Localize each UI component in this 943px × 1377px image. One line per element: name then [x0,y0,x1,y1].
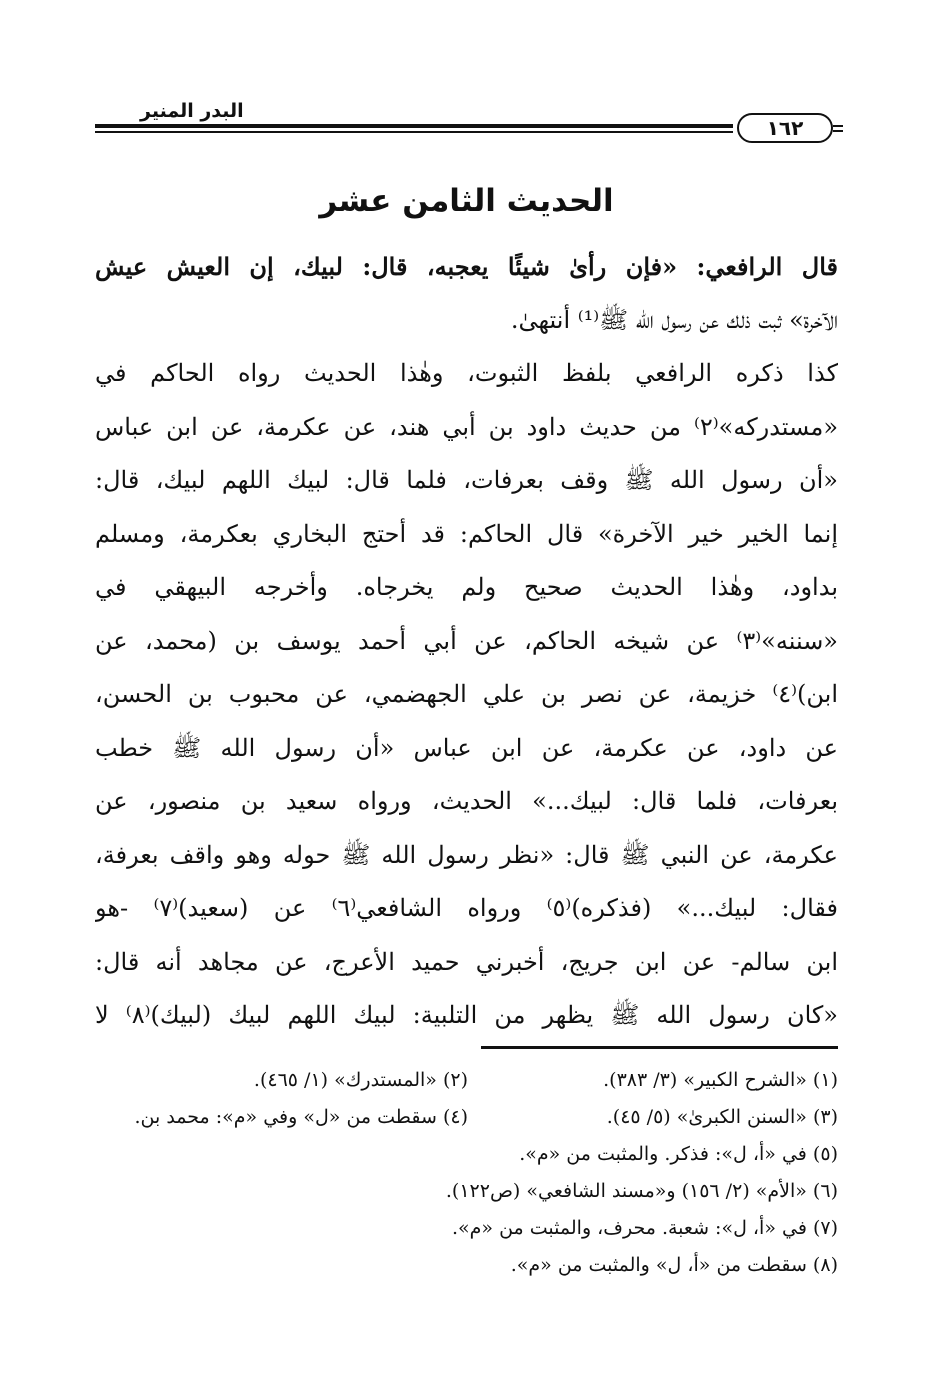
body-line: عن داود، عن عكرمة، عن ابن عباس «أن رسول الله ﷺ خطب [95,733,838,762]
footnote: (٦) «الأم» (٢/ ١٥٦) و«مسند الشافعي» (ص١٢٢). [445,1180,838,1202]
body-line: كذا ذكره الرافعي بلفظ الثبوت، وهٰذا الحديث رواه الحاكم في [95,359,838,387]
footnote: (٣) «السنن الكبرىٰ» (٥/ ٤٥). [606,1106,838,1128]
footnote-row [95,1247,838,1284]
footnote-row [95,1099,838,1136]
body-line: «مستدركه»⁽٢⁾ من حديث داود بن أبي هند، عن عكرمة، عن ابن عباس [95,412,838,441]
body-line: «سننه»⁽٣⁾ عن شيخه الحاكم، عن أبي أحمد يوسف بن (محمد، عن [95,626,838,655]
body-line: عكرمة، عن النبي ﷺ قال: «نظر رسول الله ﷺ حوله وهو واقف بعرفة، [95,840,838,869]
footnote-row [95,1136,838,1173]
header-rule [95,124,733,133]
body-line: ابن)⁽٤⁾ خزيمة، عن نصر بن علي الجهضمي، عن محبوب بن الحسن، [95,680,838,708]
footnote-row [95,1210,838,1247]
body-line: الآخرة» ثبت ذلك عن رسول الله ﷺ⁽¹⁾ أنتهىٰ. [510,305,838,334]
page-number: ١٦٢ [737,113,833,143]
body-line: فقال: لبيك...» (فذكره)⁽٥⁾ ورواه الشافعي⁽٦⁾ عن (سعيد)⁽٧⁾ -هو [95,894,838,922]
body-line: إنما الخير خير الآخرة» قال الحاكم: قد أحتج البخاري بعكرمة، ومسلم [95,519,838,548]
body-line: «كان رسول الله ﷺ يظهر من التلبية: لبيك اللهم لبيك (لبيك)⁽٨⁾ لا [95,1001,838,1029]
body-text [95,240,838,1043]
footnotes [95,1062,838,1284]
body-line: «أن رسول الله ﷺ وقف بعرفات، فلما قال: لبيك اللهم لبيك، قال: [95,466,838,494]
footnote-separator [481,1046,838,1049]
section-heading: الحديث الثامن عشر [319,183,614,219]
footnote: (٥) في «أ، ل»: فذكر. والمثبت من «م». [519,1143,838,1165]
footnote: (٤) سقطت من «ل» وفي «م»: محمد بن. [134,1106,468,1128]
page-header [95,100,838,150]
body-line: بعرفات، فلما قال: لبيك...» الحديث، ورواه سعيد بن منصور، عن [95,787,838,815]
body-line: قال الرافعي: «فإن رأىٰ شيئًا يعجبه، قال: لبيك، إن العيش عيش [95,252,838,281]
footnote: (١) «الشرح الكبير» (٣/ ٣٨٣). [603,1069,838,1091]
footnote: (٨) سقطت من «أ، ل» والمثبت من «م». [510,1254,838,1276]
body-line: بداود، وهٰذا الحديث صحيح ولم يخرجاه. وأخرجه البيهقي في [95,573,838,601]
footnote-row [95,1062,838,1099]
running-title: البدر المنير [140,100,244,122]
footnote: (٢) «المستدرك» (١/ ٤٦٥). [253,1069,468,1091]
header-rule-tail [833,125,843,135]
footnote: (٧) في «أ، ل»: شعبة. محرف، والمثبت من «م». [452,1217,838,1239]
body-line: ابن سالم- عن ابن جريج، أخبرني حميد الأعرج، عن مجاهد أنه قال: [95,947,838,976]
footnote-row [95,1173,838,1210]
